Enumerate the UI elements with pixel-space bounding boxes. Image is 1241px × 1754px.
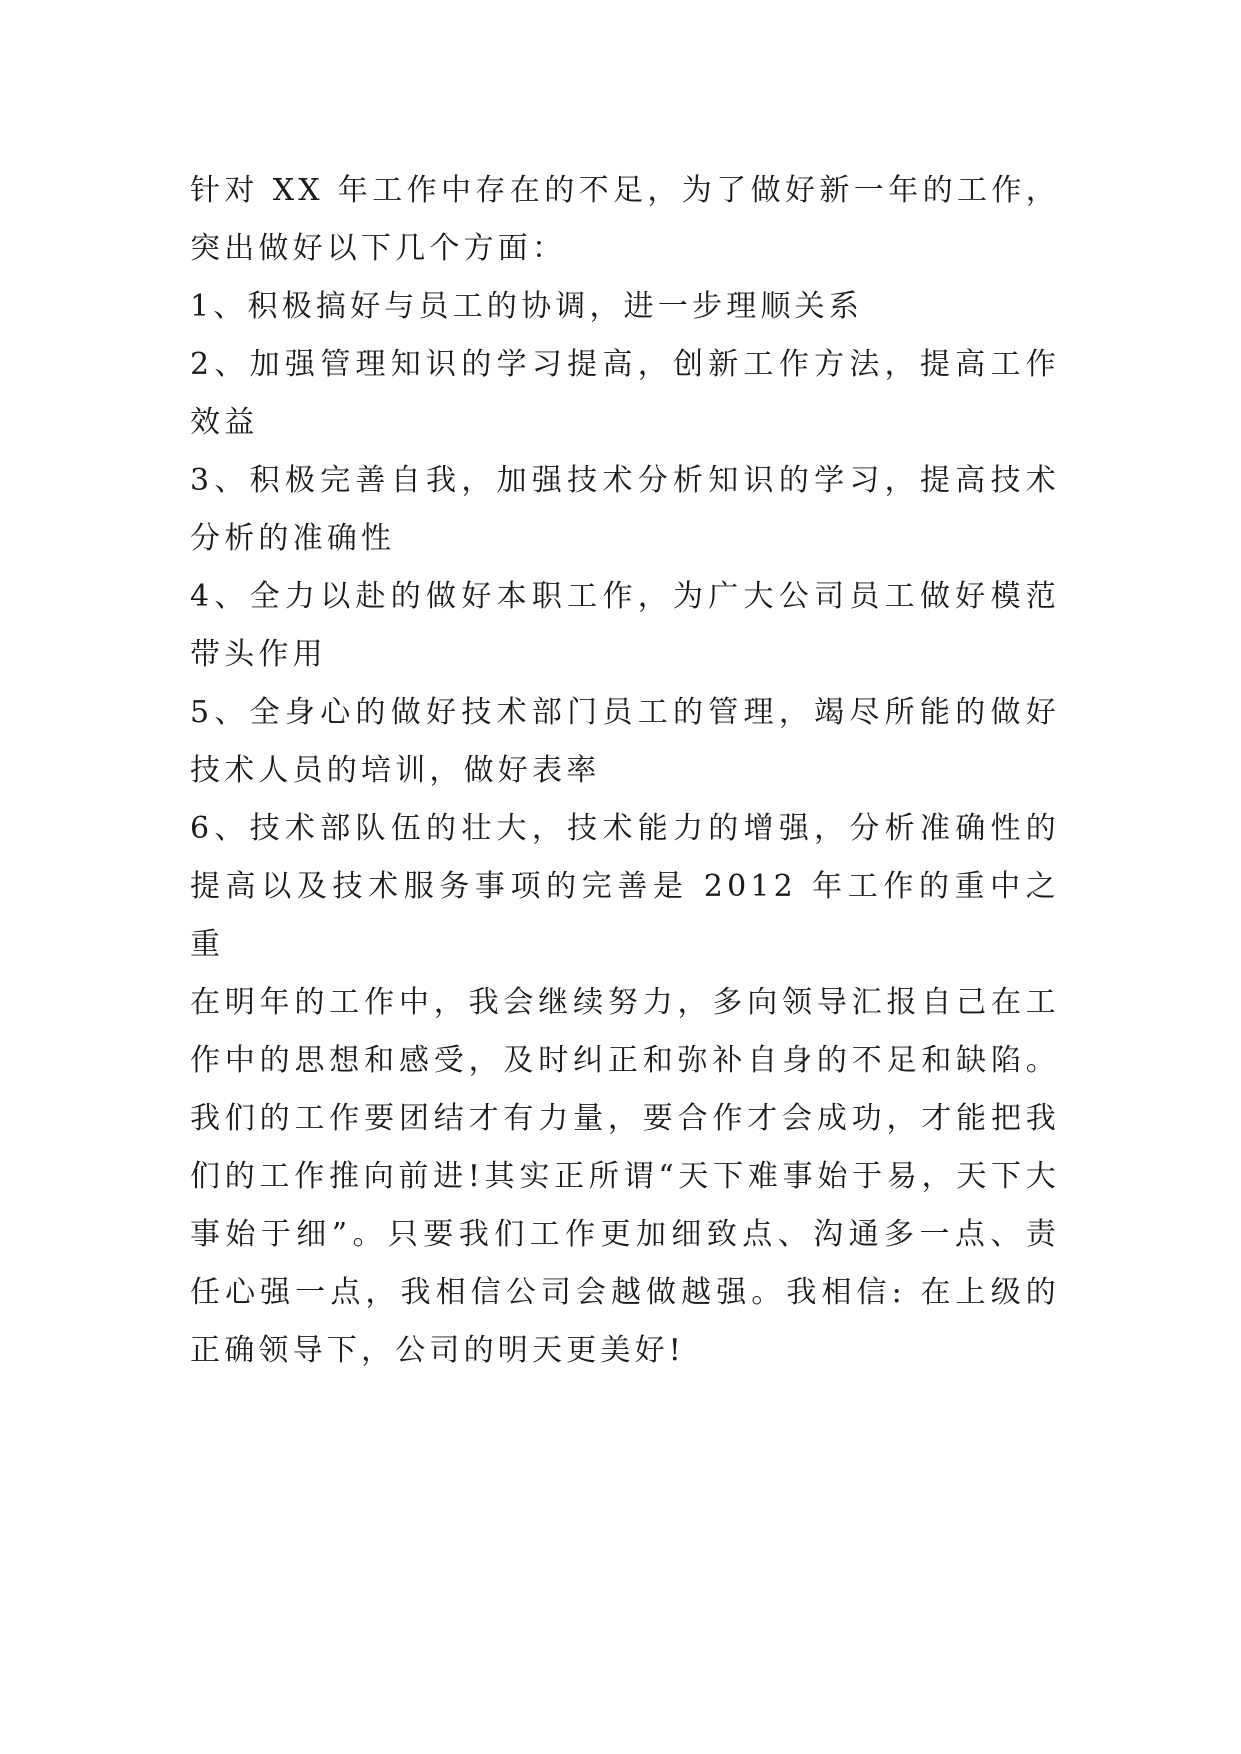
list-item-6: 6、技术部队伍的壮大，技术能力的增强，分析准确性的提高以及技术服务事项的完善是 2012 年工作的重中之重 xyxy=(190,811,1060,962)
list-item-5: 5、全身心的做好技术部门员工的管理，竭尽所能的做好技术人员的培训，做好表率 xyxy=(190,695,1060,788)
closing-paragraph: 在明年的工作中，我会继续努力，多向领导汇报自己在工作中的思想和感受，及时纠正和弥补自身的不足和缺陷。我们的工作要团结才有力量，要合作才会成功，才能把我们的工作推向前进!其实正所谓“天下难事始于易，天下大事始于细”。只要我们工作更加细致点、沟通多一点、责任心强一点，我相信公司会越做越强。我相信: 在上级的正确领导下，公司的明天更美好! xyxy=(190,985,1060,1368)
list-item-1: 1、积极搞好与员工的协调，进一步理顺关系 xyxy=(190,289,864,324)
list-item-4: 4、全力以赴的做好本职工作，为广大公司员工做好模范带头作用 xyxy=(190,579,1060,672)
intro-paragraph: 针对 XX 年工作中存在的不足，为了做好新一年的工作，突出做好以下几个方面： xyxy=(190,173,1060,266)
document-body xyxy=(190,162,1060,1380)
list-item-3: 3、积极完善自我，加强技术分析知识的学习，提高技术分析的准确性 xyxy=(190,463,1060,556)
list-item-2: 2、加强管理知识的学习提高，创新工作方法，提高工作效益 xyxy=(190,347,1060,440)
